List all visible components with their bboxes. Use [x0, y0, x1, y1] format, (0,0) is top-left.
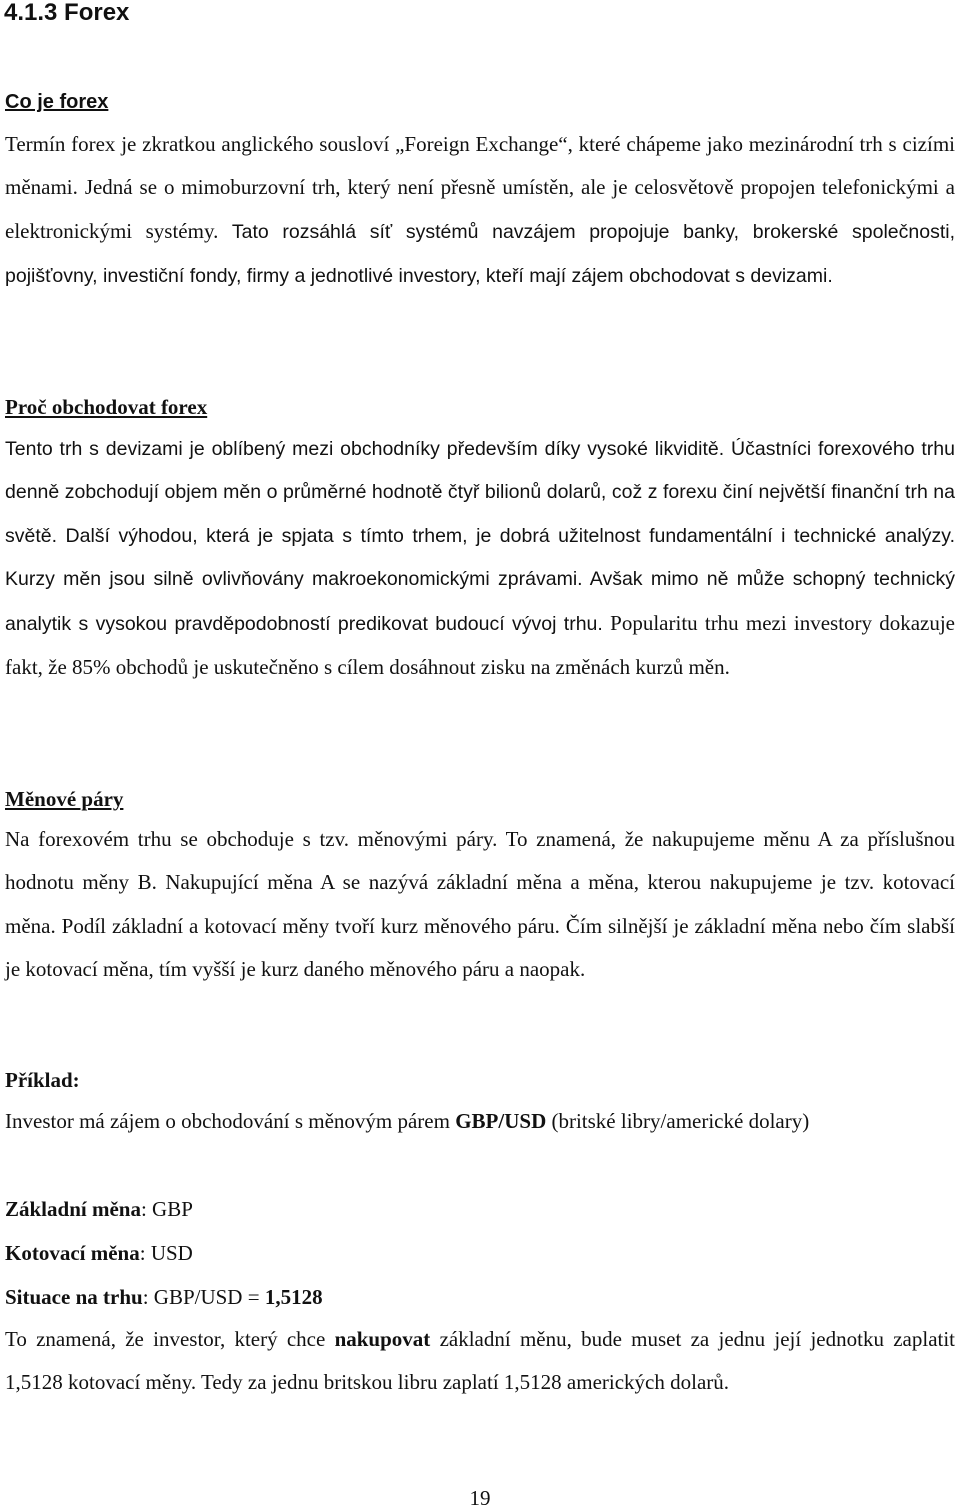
text-pairs-p1: Na forexovém trhu se obchoduje s tzv. měnovými páry. To znamená, že nakupujeme měnu A za příslušnou hodnotu měny B. Nakupující měna A se nazývá základní měna a měna, kterou nakupujeme je tzv. kotovací měna. [5, 827, 955, 938]
example-market-situation [5, 1283, 323, 1311]
example-base-currency [5, 1195, 193, 1223]
conclusion-text-c: Tedy za jednu britskou libru zaplatí 1,5128 amerických dolarů. [200, 1370, 730, 1395]
example-title: Příklad: [5, 1068, 80, 1092]
quote-currency-label: Kotovací měna [5, 1241, 140, 1265]
example-quote-currency [5, 1239, 193, 1267]
conclusion-buy: nakupovat [334, 1327, 431, 1351]
section-heading: 4.1.3 Forex [4, 0, 130, 26]
paragraph-currency-pairs [5, 818, 955, 992]
subheading-what-is-forex: Co je forex [5, 91, 109, 113]
market-situation-label: Situace na trhu [5, 1285, 143, 1309]
conclusion-text-b: základní měnu, bude muset za jednu její jednotku zaplatit 1,5128 kotovací měny. [5, 1327, 956, 1395]
text-why-p2: Popularitu trhu mezi investory dokazuje fakt, že 85% obchodů je uskutečněno s cílem dosáhnout zisku na změnách kurzů měn. [5, 610, 955, 680]
text-what-p1: Termín forex je zkratkou anglického sousloví „Foreign Exchange“, které chápeme jako mezinárodní trh s cizími měnami. Jedná se o mimoburzovní trh, který není přesně umístěn, ale je celosvětově propojen telefonickými a elektronickými systémy. [5, 132, 955, 243]
example-intro [5, 1100, 955, 1143]
example-conclusion [5, 1318, 955, 1405]
paragraph-why-trade-forex [5, 428, 955, 690]
subheading-currency-pairs: Měnové páry [5, 787, 124, 811]
conclusion-text-a: To znamená, že investor, který chce [5, 1327, 326, 1351]
text-why-p1: Tento trh s devizami je oblíbený mezi obchodníky především díky vysoké likviditě. Účastníci forexového trhu denně zobchodují objem měn o průměrné hodnotě čtyř bilionů dolarů, což z forexu činí největší finanční trh na světě. Další výhodou, která je spjata s tímto trhem, je dobrá užitelnost fundamentální i technické analýzy. Kurzy měn jsou silně ovlivňovány makroekonomickými zprávami. Avšak mimo ně může schopný technický analytik s vysokou pravděpodobností predikovat budoucí vývoj trhu. [5, 438, 955, 635]
base-currency-value: : GBP [140, 1197, 193, 1221]
market-situation-value: : GBP/USD = [142, 1285, 265, 1309]
subheading-why-trade-forex: Proč obchodovat forex [5, 395, 208, 419]
text-what-p2: Tato rozsáhlá síť systémů navzájem propojuje banky, brokerské společnosti, pojišťovny, investiční fondy, firmy a jednotlivé investory, kteří mají zájem obchodovat s devizami. [5, 220, 955, 288]
example-intro-tail: (britské libry/americké dolary) [551, 1109, 810, 1133]
example-pair: GBP/USD [455, 1109, 547, 1133]
quote-currency-value: : USD [139, 1241, 193, 1265]
base-currency-label: Základní měna [5, 1197, 141, 1221]
market-situation-rate: 1,5128 [264, 1285, 323, 1309]
page-number: 19 [469, 1486, 491, 1510]
paragraph-what-is-forex [5, 123, 955, 299]
text-pairs-p2: Podíl základní a kotovací měny tvoří kurz měnového páru. Čím silnější je základní měna nebo čím slabší je kotovací měna, tím vyšší je kurz daného měnového páru a naopak. [5, 913, 955, 982]
example-intro-text: Investor má zájem o obchodování s měnovým párem [5, 1109, 450, 1133]
